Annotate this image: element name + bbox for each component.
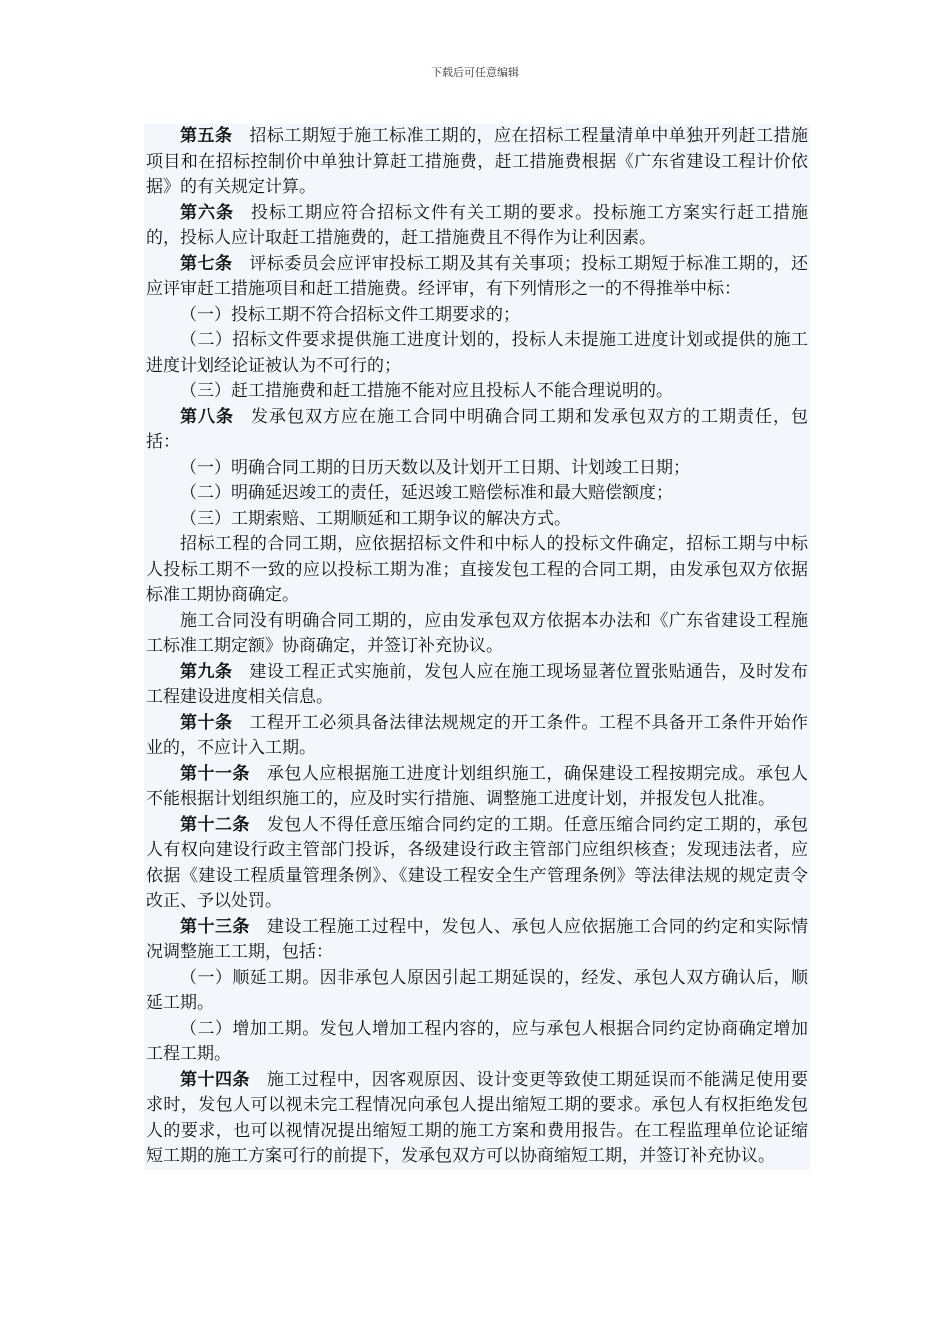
document-body bbox=[144, 124, 810, 1170]
paragraph bbox=[146, 762, 808, 813]
paragraph-text: 施工过程中，因客观原因、设计变更等致使工期延误而不能满足使用要求时，发包人可以视未完工程情况向承包人提出缩短工期的要求。承包人有权拒绝发包人的要求，也可以视情况提出缩短工期的施工方案和费用报告。在工程监理单位论证缩短工期的施工方案可行的前提下，发承包双方可以协商缩短工期，并签订补充协议。 bbox=[146, 1069, 809, 1166]
list-item bbox=[146, 303, 808, 329]
paragraph-text: （一）投标工期不符合招标文件工期要求的； bbox=[180, 304, 520, 325]
list-item bbox=[146, 1017, 808, 1068]
paragraph-text: 评标委员会应评审投标工期及其有关事项；投标工期短于标准工期的，还应评审赶工措施项目和赶工措施费。经评审，有下列情形之一的不得推举中标： bbox=[146, 253, 809, 299]
paragraph-text: 施工合同没有明确合同工期的，应由发承包双方依据本办法和《广东省建设工程施工标准工期定额》协商确定，并签订补充协议。 bbox=[146, 610, 808, 656]
paragraph bbox=[146, 660, 808, 711]
article-number: 第五条 bbox=[180, 126, 233, 146]
paragraph bbox=[146, 532, 808, 609]
paragraph bbox=[146, 915, 808, 966]
paragraph bbox=[146, 609, 808, 660]
paragraph bbox=[146, 405, 808, 456]
paragraph-text: （二）明确延迟竣工的责任，延迟竣工赔偿标准和最大赔偿额度； bbox=[180, 483, 673, 503]
article-number: 第十四条 bbox=[180, 1069, 250, 1090]
article-number: 第十三条 bbox=[180, 916, 250, 937]
paragraph bbox=[146, 252, 808, 303]
list-item bbox=[146, 379, 808, 405]
paragraph-text: 工程开工必须具备法律法规规定的开工条件。工程不具备开工条件开始作业的，不应计入工期。 bbox=[146, 712, 809, 758]
paragraph-text: 建设工程正式实施前，发包人应在施工现场显著位置张贴通告，及时发布工程建设进度相关信息。 bbox=[146, 661, 809, 707]
paragraph bbox=[146, 711, 808, 762]
paragraph-text: （一）明确合同工期的日历天数以及计划开工日期、计划竣工日期； bbox=[180, 457, 690, 478]
article-number: 第六条 bbox=[180, 202, 234, 223]
list-item bbox=[146, 481, 808, 507]
paragraph-text: （三）赶工措施费和赶工措施不能对应且投标人不能合理说明的。 bbox=[180, 381, 673, 401]
list-item bbox=[146, 507, 808, 533]
paragraph bbox=[146, 124, 808, 201]
paragraph-text: 招标工程的合同工期，应依据招标文件和中标人的投标文件确定，招标工期与中标人投标工期不一致的应以投标工期为准；直接发包工程的合同工期，由发承包双方依据标准工期协商确定。 bbox=[146, 534, 808, 605]
paragraph-text: 发承包双方应在施工合同中明确合同工期和发承包双方的工期责任，包括： bbox=[146, 406, 808, 452]
paragraph-text: 发包人不得任意压缩合同约定的工期。任意压缩合同约定工期的，承包人有权向建设行政主管部门投诉，各级建设行政主管部门应组织核查；发现违法者，应依据《建设工程质量管理条例》、《建设工程安全生产管理条例》等法律法规的规定责令改正、予以处罚。 bbox=[146, 814, 809, 911]
article-number: 第十条 bbox=[180, 712, 233, 733]
paragraph-text: （三）工期索赔、工期顺延和工期争议的解决方式。 bbox=[180, 508, 571, 529]
paragraph-text: 投标工期应符合招标文件有关工期的要求。投标施工方案实行赶工措施的，投标人应计取赶工措施费的，赶工措施费且不得作为让利因素。 bbox=[146, 202, 808, 248]
article-number: 第八条 bbox=[180, 406, 234, 427]
paragraph bbox=[146, 1068, 808, 1170]
article-number: 第十一条 bbox=[180, 763, 250, 784]
paragraph-text: 建设工程施工过程中，发包人、承包人应依据施工合同的约定和实际情况调整施工工期，包括： bbox=[146, 916, 809, 962]
article-number: 第十二条 bbox=[180, 814, 250, 835]
paragraph bbox=[146, 813, 808, 915]
paragraph-text: 招标工期短于施工标准工期的，应在招标工程量清单中单独开列赶工措施项目和在招标控制价中单独计算赶工措施费，赶工措施费根据《广东省建设工程计价依据》的有关规定计算。 bbox=[146, 126, 809, 197]
paragraph-text: 承包人应根据施工进度计划组织施工，确保建设工程按期完成。承包人不能根据计划组织施工的，应及时实行措施、调整施工进度计划，并报发包人批准。 bbox=[146, 763, 809, 809]
paragraph-text: （二）增加工期。发包人增加工程内容的，应与承包人根据合同约定协商确定增加工程工期。 bbox=[146, 1018, 808, 1064]
page-header: 下载后可任意编辑 bbox=[431, 66, 519, 79]
list-item bbox=[146, 328, 808, 379]
paragraph-text: （二）招标文件要求提供施工进度计划的，投标人未提施工进度计划或提供的施工进度计划经论证被认为不可行的； bbox=[146, 330, 808, 376]
article-number: 第九条 bbox=[180, 661, 233, 682]
list-item bbox=[146, 456, 808, 482]
article-number: 第七条 bbox=[180, 253, 233, 274]
paragraph-text: （一）顺延工期。因非承包人原因引起工期延误的，经发、承包人双方确认后，顺延工期。 bbox=[146, 967, 808, 1013]
list-item bbox=[146, 966, 808, 1017]
paragraph bbox=[146, 201, 808, 252]
